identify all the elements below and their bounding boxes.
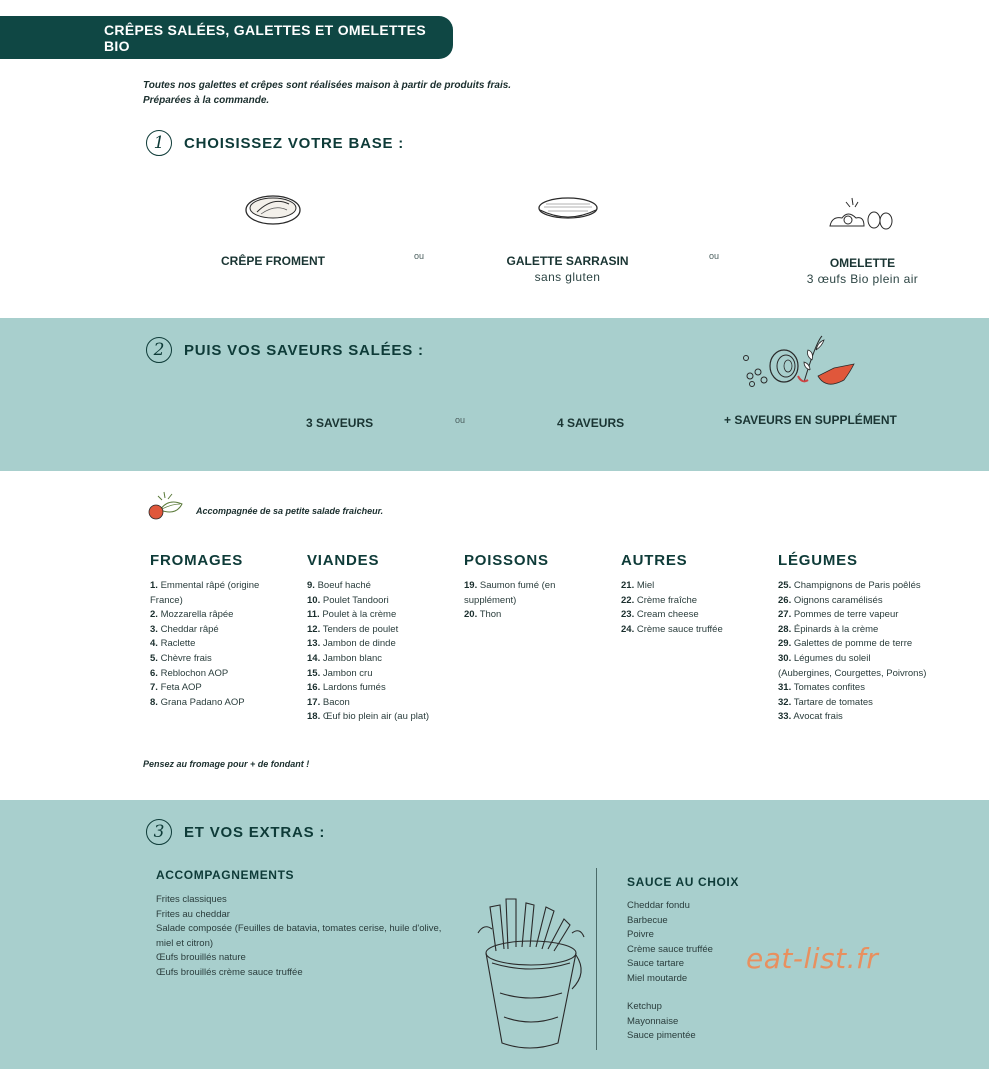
item-label: Jambon blanc	[322, 652, 383, 664]
item-label: Bacon	[322, 696, 350, 708]
menu-item	[150, 623, 305, 638]
intro-text: Toutes nos galettes et crêpes sont réalisées maison à partir de produits frais. Préparées à la commande.	[143, 80, 512, 106]
item-label: Galettes de pomme de terre	[793, 638, 913, 650]
menu-item	[464, 579, 619, 594]
item-label: Épinards à la crème	[793, 623, 879, 635]
list-item: Frites au cheddar	[156, 908, 230, 920]
menu-item	[621, 623, 776, 638]
item-label: Miel	[636, 580, 655, 591]
list-item: Sauce pimentée	[627, 1030, 696, 1042]
item-number: 13.	[307, 638, 321, 650]
list-item: Cheddar fondu	[627, 900, 690, 911]
menu-item	[778, 608, 958, 623]
category-list	[464, 579, 619, 623]
sauce-list	[627, 1000, 777, 1044]
item-number: 3.	[150, 623, 158, 635]
menu-item	[307, 608, 462, 623]
item-label: Pommes de terre vapeur	[793, 609, 899, 621]
menu-item	[778, 594, 958, 609]
or-separator: ou	[414, 251, 425, 261]
base-option-galette[interactable]: GALETTE SARRASIN sans gluten	[506, 254, 629, 284]
item-label: Emmental râpé (origine	[160, 580, 260, 591]
salad-icon	[146, 490, 186, 522]
section-title: CRÊPES SALÉES, GALETTES ET OMELETTES BIO	[104, 21, 426, 54]
item-number: 33.	[778, 711, 792, 723]
menu-item	[464, 594, 619, 609]
base-option-crepe[interactable]: CRÊPE FROMENT	[220, 254, 325, 268]
step-1-heading	[146, 130, 404, 156]
item-label: France)	[150, 594, 183, 606]
item-number: 15.	[307, 667, 321, 679]
category-title: FROMAGES	[150, 552, 244, 569]
menu-item	[150, 652, 305, 667]
step-2-heading	[146, 337, 424, 363]
item-number: 26.	[778, 594, 792, 606]
menu-item	[307, 594, 462, 609]
category-title: AUTRES	[621, 552, 688, 569]
item-label: Mozzarella râpée	[160, 609, 234, 621]
step-number: 3	[146, 819, 172, 845]
item-number: 10.	[307, 594, 321, 606]
category-list	[621, 579, 776, 637]
option-4-saveurs[interactable]: 4 SAVEURS	[557, 416, 625, 430]
list-item: Poivre	[627, 929, 654, 941]
step-3-heading	[146, 819, 325, 845]
menu-item	[778, 710, 958, 725]
item-label: supplément)	[464, 594, 517, 606]
item-number: 24.	[621, 623, 635, 635]
list-item: Barbecue	[627, 914, 668, 926]
galette-icon	[536, 194, 600, 224]
category-title: VIANDES	[307, 552, 380, 569]
menu-item	[150, 667, 305, 682]
item-number: 31.	[778, 682, 792, 694]
item-label: Raclette	[160, 638, 196, 650]
item-number: 28.	[778, 623, 792, 635]
menu-item	[464, 608, 619, 623]
salad-note: Accompagnée de sa petite salade fraicheur.	[196, 506, 384, 516]
list-item: Salade composée (Feuilles de batavia, tomates cerise, huile d'olive,	[156, 923, 442, 935]
menu-item	[307, 637, 462, 652]
item-label: Feta AOP	[160, 682, 202, 694]
item-label: Jambon de dinde	[322, 638, 396, 650]
menu-item	[307, 710, 462, 725]
menu-item	[778, 667, 958, 682]
item-number: 18.	[307, 711, 321, 723]
list-item: Ketchup	[627, 1001, 662, 1012]
item-number: 20.	[464, 609, 478, 621]
item-label: Poulet à la crème	[322, 609, 397, 621]
watermark: eat-list.fr	[746, 942, 879, 975]
step-number: 2	[146, 337, 172, 363]
item-label: Légumes du soleil	[793, 652, 871, 664]
menu-item	[778, 623, 958, 638]
item-label: (Aubergines, Courgettes, Poivrons)	[778, 667, 927, 679]
item-number: 21.	[621, 580, 635, 591]
option-extra-saveurs[interactable]: + SAVEURS EN SUPPLÉMENT	[724, 413, 897, 427]
list-item: Miel moutarde	[627, 972, 688, 984]
menu-item	[778, 579, 958, 594]
section-banner	[0, 16, 453, 59]
menu-item	[307, 696, 462, 711]
item-number: 22.	[621, 594, 635, 606]
option-3-saveurs[interactable]: 3 SAVEURS	[306, 416, 374, 430]
menu-item	[307, 579, 462, 594]
or-separator: ou	[455, 415, 466, 425]
category-list	[150, 579, 305, 710]
item-label: Saumon fumé (en	[479, 580, 556, 591]
step-number: 1	[146, 130, 172, 156]
menu-item	[150, 594, 305, 609]
item-label: Champignons de Paris poêlés	[793, 580, 921, 591]
item-number: 8.	[150, 696, 158, 708]
item-label: Grana Padano AOP	[160, 696, 245, 708]
item-number: 29.	[778, 638, 792, 650]
menu-item	[778, 696, 958, 711]
list-item: Crème sauce truffée	[627, 943, 713, 955]
category-legumes	[778, 552, 958, 725]
item-label: Reblochon AOP	[160, 667, 229, 679]
item-label: Crème sauce truffée	[636, 623, 723, 635]
ingredients-icon	[738, 332, 862, 394]
list-item: Œufs brouillés crème sauce truffée	[156, 966, 303, 978]
item-label: Jambon cru	[322, 667, 373, 679]
item-label: Oignons caramélisés	[793, 594, 883, 606]
item-number: 9.	[307, 580, 315, 591]
eggs-icon	[826, 196, 898, 232]
category-poissons	[464, 552, 619, 623]
item-number: 4.	[150, 638, 158, 650]
category-autres	[621, 552, 776, 637]
list-item: Œufs brouillés nature	[156, 952, 246, 964]
step-title: ET VOS EXTRAS :	[184, 823, 326, 841]
item-label: Boeuf haché	[317, 580, 371, 591]
crepe-icon	[243, 190, 303, 228]
item-label: Crème fraîche	[636, 594, 698, 606]
menu-item	[307, 681, 462, 696]
item-number: 7.	[150, 682, 158, 694]
item-number: 11.	[307, 609, 320, 621]
item-label: Cream cheese	[636, 609, 699, 621]
item-number: 6.	[150, 667, 158, 679]
item-label: Chèvre frais	[160, 652, 212, 664]
item-number: 2.	[150, 609, 158, 621]
menu-item	[150, 579, 305, 594]
list-item: miel et citron)	[156, 937, 214, 949]
base-option-omelette[interactable]: OMELETTE 3 œufs Bio plein air	[806, 256, 919, 286]
list-item: Frites classiques	[156, 894, 227, 905]
menu-item	[150, 608, 305, 623]
item-number: 32.	[778, 696, 792, 708]
cheese-note: Pensez au fromage pour + de fondant !	[143, 759, 310, 769]
menu-item	[621, 608, 776, 623]
item-number: 25.	[778, 580, 792, 591]
sides-title: ACCOMPAGNEMENTS	[156, 868, 295, 882]
sauce-title: SAUCE AU CHOIX	[627, 875, 739, 889]
item-label: Tenders de poulet	[322, 623, 399, 635]
item-number: 23.	[621, 609, 635, 621]
item-label: Œuf bio plein air (au plat)	[322, 711, 429, 723]
menu-item	[621, 579, 776, 594]
category-viandes	[307, 552, 462, 725]
item-label: Lardons fumés	[322, 682, 386, 694]
menu-item	[621, 594, 776, 609]
category-fromages	[150, 552, 305, 710]
item-number: 1.	[150, 580, 158, 591]
item-label: Poulet Tandoori	[322, 594, 389, 606]
step-title: PUIS VOS SAVEURS SALÉES :	[184, 341, 424, 359]
item-number: 16.	[307, 682, 321, 694]
item-number: 12.	[307, 623, 321, 635]
sides-list	[156, 893, 456, 981]
category-list	[778, 579, 958, 725]
menu-item	[778, 652, 958, 667]
item-number: 19.	[464, 580, 478, 591]
list-item: Sauce tartare	[627, 958, 685, 970]
item-number: 5.	[150, 652, 158, 664]
menu-item	[778, 681, 958, 696]
step-title: CHOISISSEZ VOTRE BASE :	[184, 134, 405, 152]
menu-item	[150, 637, 305, 652]
menu-item	[150, 681, 305, 696]
item-number: 27.	[778, 609, 792, 621]
menu-item	[778, 637, 958, 652]
or-separator: ou	[709, 251, 720, 261]
item-label: Tartare de tomates	[793, 696, 873, 708]
column-divider	[596, 868, 597, 1050]
menu-item	[307, 667, 462, 682]
item-number: 30.	[778, 652, 792, 664]
fries-bucket-icon	[472, 893, 590, 1055]
category-title: POISSONS	[464, 552, 549, 569]
menu-item	[307, 623, 462, 638]
item-label: Thon	[479, 609, 502, 621]
item-label: Cheddar râpé	[160, 623, 219, 635]
item-number: 14.	[307, 652, 321, 664]
item-label: Avocat frais	[793, 711, 843, 723]
item-number: 17.	[307, 696, 321, 708]
menu-item	[150, 696, 305, 711]
menu-item	[307, 652, 462, 667]
category-title: LÉGUMES	[778, 552, 858, 569]
item-label: Tomates confites	[793, 682, 865, 694]
category-list	[307, 579, 462, 725]
list-item: Mayonnaise	[627, 1015, 679, 1027]
